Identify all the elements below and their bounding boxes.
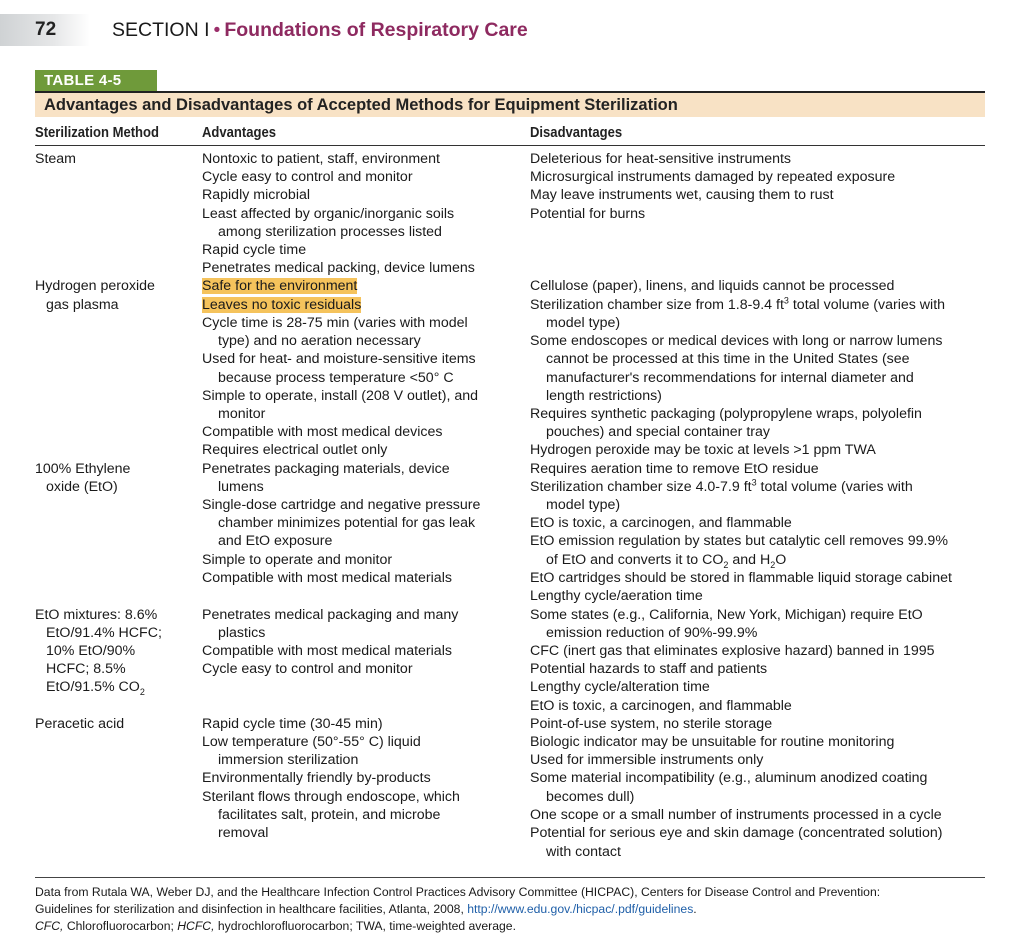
- superscript: 3: [783, 295, 789, 306]
- disadvantage-line: Cellulose (paper), linens, and liquids cannot be processed: [530, 278, 895, 294]
- method-cell: Steam: [35, 151, 77, 167]
- method-cell: EtO/91.4% HCFC;: [46, 625, 162, 641]
- advantage-line: Low temperature (50°-55° C) liquid: [202, 734, 421, 750]
- advantage-line: Cycle easy to control and monitor: [202, 661, 413, 677]
- header-rule: [35, 145, 985, 146]
- section-title: [112, 19, 528, 42]
- advantage-line: and EtO exposure: [218, 533, 333, 549]
- method-cell: Hydrogen peroxide: [35, 278, 155, 294]
- disadvantage-line: Potential hazards to staff and patients: [530, 661, 768, 677]
- text: Sterilization chamber size from 1.8-9.4 ft: [530, 297, 784, 313]
- highlight: Safe for the environment: [202, 278, 358, 294]
- advantage-line: lumens: [218, 479, 264, 495]
- disadvantage-line: Biologic indicator may be unsuitable for routine monitoring: [530, 734, 895, 750]
- advantage-line: Compatible with most medical materials: [202, 570, 452, 586]
- disadvantage-line: Requires synthetic packaging (polypropylene wraps, polyolefin: [530, 406, 922, 422]
- disadvantage-line: Lengthy cycle/aeration time: [530, 588, 703, 604]
- disadvantage-line: Some endoscopes or medical devices with long or narrow lumens: [530, 333, 943, 349]
- text: hydrochlorofluorocarbon; TWA, time-weighted average.: [214, 919, 516, 933]
- disadvantage-line: May leave instruments wet, causing them to rust: [530, 187, 834, 203]
- section-label: SECTION I: [112, 19, 210, 41]
- disadvantage-line: Some material incompatibility (e.g., aluminum anodized coating: [530, 770, 928, 786]
- disadvantage-line: becomes dull): [546, 789, 635, 805]
- text: Chlorofluorocarbon;: [63, 919, 178, 933]
- disadvantage-line: Requires aeration time to remove EtO residue: [530, 461, 819, 477]
- page-header: [0, 0, 1024, 46]
- table-bottom-rule: [35, 877, 985, 878]
- disadvantage-line: Used for immersible instruments only: [530, 752, 764, 768]
- advantage-line: Compatible with most medical devices: [202, 424, 443, 440]
- text: total volume (varies with: [756, 479, 913, 495]
- disadvantage-line: manufacturer's recommendations for internal diameter and: [546, 370, 914, 386]
- advantage-line: Nontoxic to patient, staff, environment: [202, 151, 440, 167]
- disadvantage-line: Some states (e.g., California, New York, Michigan) require EtO: [530, 607, 923, 623]
- disadvantage-line: Microsurgical instruments damaged by repeated exposure: [530, 169, 896, 185]
- text: O: [775, 552, 787, 568]
- method-cell: gas plasma: [46, 297, 119, 313]
- advantage-line-highlighted: [202, 277, 357, 295]
- advantage-line: Rapid cycle time: [202, 242, 307, 258]
- advantage-line: Cycle time is 28-75 min (varies with model: [202, 315, 468, 331]
- abbr: HCFC,: [177, 919, 215, 933]
- advantage-line: Penetrates medical packaging and many: [202, 607, 459, 623]
- page-number: 72: [35, 19, 57, 40]
- text: .: [693, 902, 697, 916]
- advantage-line: Penetrates packaging materials, device: [202, 461, 450, 477]
- footnote-abbreviations: [35, 918, 516, 935]
- subscript: 2: [139, 686, 145, 697]
- advantage-line: immersion sterilization: [218, 752, 359, 768]
- disadvantage-line: Potential for burns: [530, 206, 646, 222]
- disadvantage-line: EtO cartridges should be stored in flammable liquid storage cabinet: [530, 570, 952, 586]
- advantage-line: chamber minimizes potential for gas leak: [218, 515, 476, 531]
- method-cell: HCFC; 8.5%: [46, 661, 126, 677]
- subscript: 2: [770, 559, 776, 570]
- disadvantage-line: model type): [546, 497, 621, 513]
- disadvantage-line: Hydrogen peroxide may be toxic at levels >1 ppm TWA: [530, 442, 876, 458]
- text: Guidelines for sterilization and disinfection in healthcare facilities, Atlanta, 2008,: [35, 902, 468, 916]
- text: total volume (varies with: [788, 297, 946, 313]
- advantage-line: Sterilant flows through endoscope, which: [202, 789, 460, 805]
- advantage-line: Rapid cycle time (30-45 min): [202, 716, 383, 732]
- disadvantage-line: pouches) and special container tray: [546, 424, 770, 440]
- disadvantage-line: CFC (inert gas that eliminates explosive hazard) banned in 1995: [530, 643, 935, 659]
- advantage-line: Penetrates medical packing, device lumens: [202, 260, 475, 276]
- disadvantage-line: [530, 296, 945, 314]
- advantage-line: Least affected by organic/inorganic soils: [202, 206, 455, 222]
- advantage-line: Compatible with most medical materials: [202, 643, 452, 659]
- advantage-line: Simple to operate, install (208 V outlet), and: [202, 388, 479, 404]
- column-header-disadvantages: Disadvantages: [530, 125, 623, 141]
- method-cell: Peracetic acid: [35, 716, 125, 732]
- advantage-line: type) and no aeration necessary: [218, 333, 421, 349]
- text: of EtO and converts it to CO: [546, 552, 724, 568]
- highlight: Leaves no toxic residuals: [202, 297, 362, 313]
- advantage-line: plastics: [218, 625, 266, 641]
- method-cell: EtO mixtures: 8.6%: [35, 607, 158, 623]
- advantage-line: Rapidly microbial: [202, 187, 311, 203]
- disadvantage-line: Point-of-use system, no sterile storage: [530, 716, 773, 732]
- advantage-line: monitor: [218, 406, 266, 422]
- text: Sterilization chamber size 4.0-7.9 ft: [530, 479, 752, 495]
- disadvantage-line: [530, 478, 913, 496]
- disadvantage-line: Deleterious for heat-sensitive instruments: [530, 151, 792, 167]
- disadvantage-line: EtO is toxic, a carcinogen, and flammable: [530, 515, 792, 531]
- column-header-advantages: Advantages: [202, 125, 276, 141]
- advantage-line: facilitates salt, protein, and microbe: [218, 807, 441, 823]
- abbr: CFC,: [35, 919, 64, 933]
- advantage-line: Single-dose cartridge and negative pressure: [202, 497, 481, 513]
- advantage-line: Environmentally friendly by-products: [202, 770, 431, 786]
- advantage-line: among sterilization processes listed: [218, 224, 442, 240]
- disadvantage-line: emission reduction of 90%-99.9%: [546, 625, 758, 641]
- disadvantage-line: cannot be processed at this time in the United States (see: [546, 351, 910, 367]
- text: EtO/91.5% CO: [46, 679, 140, 695]
- table-label: TABLE 4-5: [35, 70, 157, 92]
- disadvantage-line: EtO is toxic, a carcinogen, and flammable: [530, 698, 792, 714]
- disadvantage-line: with contact: [546, 844, 621, 860]
- advantage-line: Simple to operate and monitor: [202, 552, 393, 568]
- table-title: Advantages and Disadvantages of Accepted Methods for Equipment Sterilization: [44, 96, 678, 114]
- disadvantage-line: Potential for serious eye and skin damage (concentrated solution): [530, 825, 943, 841]
- method-cell: [46, 678, 145, 696]
- disadvantage-line: length restrictions): [546, 388, 662, 404]
- disadvantage-line: EtO emission regulation by states but catalytic cell removes 99.9%: [530, 533, 948, 549]
- disadvantage-line: model type): [546, 315, 621, 331]
- method-cell: 100% Ethylene: [35, 461, 131, 477]
- guidelines-link[interactable]: http://www.edu.gov./hicpac/.pdf/guidelines: [467, 902, 694, 916]
- disadvantage-line: [546, 551, 786, 569]
- text: and H: [728, 552, 771, 568]
- section-bullet: •: [213, 19, 221, 41]
- superscript: 3: [751, 477, 757, 488]
- subscript: 2: [723, 559, 729, 570]
- section-name: Foundations of Respiratory Care: [224, 19, 528, 41]
- disadvantage-line: Lengthy cycle/alteration time: [530, 679, 710, 695]
- advantage-line-highlighted: [202, 296, 361, 314]
- advantage-line: Cycle easy to control and monitor: [202, 169, 413, 185]
- column-header-method: Sterilization Method: [35, 125, 159, 141]
- footnote-source-cont: [35, 901, 697, 918]
- advantage-line: removal: [218, 825, 269, 841]
- advantage-line: Used for heat- and moisture-sensitive items: [202, 351, 476, 367]
- disadvantage-line: One scope or a small number of instruments processed in a cycle: [530, 807, 942, 823]
- method-cell: 10% EtO/90%: [46, 643, 136, 659]
- advantage-line: Requires electrical outlet only: [202, 442, 388, 458]
- advantage-line: because process temperature <50° C: [218, 370, 454, 386]
- footnote-source: Data from Rutala WA, Weber DJ, and the Healthcare Infection Control Practices Advisory Committee (HICPAC), Centers for Disease Control and Prevention:: [35, 885, 881, 899]
- method-cell: oxide (EtO): [46, 479, 118, 495]
